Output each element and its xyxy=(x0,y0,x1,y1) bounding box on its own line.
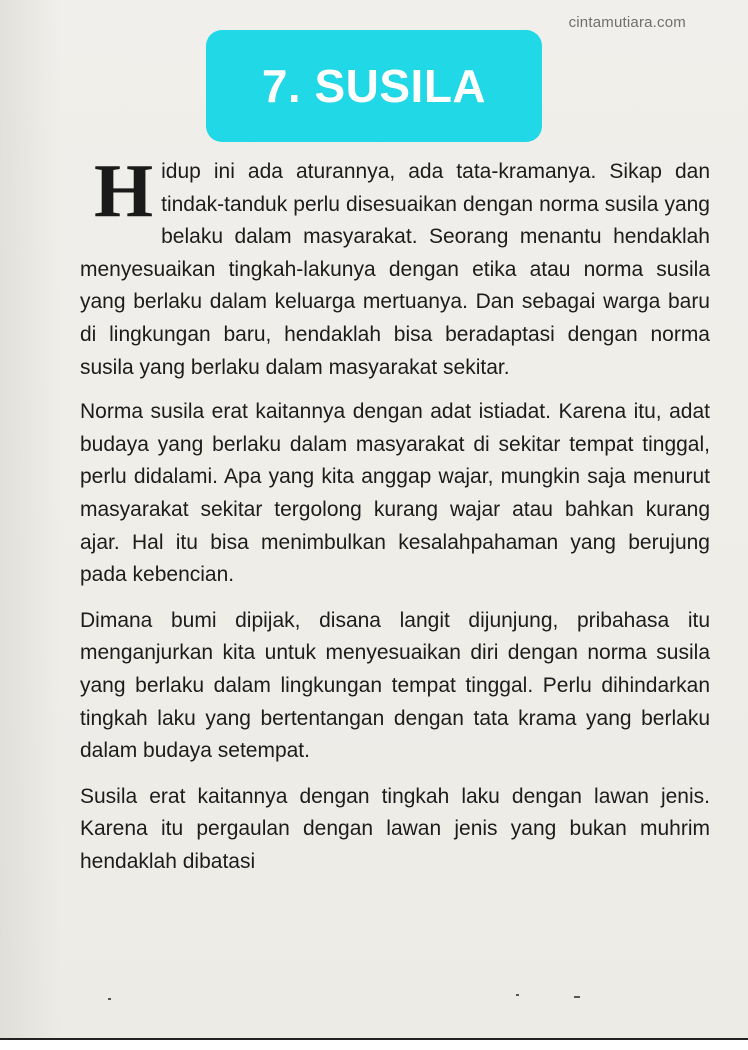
article-body xyxy=(80,149,710,891)
paragraph-2: Norma susila erat kaitannya dengan adat istiadat. Karena itu, adat budaya yang berlaku dalam masyarakat di sekitar tempat tinggal, perlu didalami. Apa yang kita anggap wajar, mungkin saja menurut masyarakat sekitar tergolong kurang wajar atau bahkan kurang ajar. Hal itu bisa menimbulkan kesalahpahaman yang berujung pada kebencian. xyxy=(80,400,710,587)
bottom-edge xyxy=(0,1038,748,1050)
print-speck xyxy=(516,994,519,996)
drop-cap: H xyxy=(94,149,154,233)
page-fold-shadow xyxy=(0,0,60,1040)
paragraph-1-text: idup ini ada aturannya, ada tata-kramanya. Sikap dan tindak-tanduk perlu disesuaikan dengan norma susila yang belaku dalam masyarakat. Seorang menantu hendaklah menyesuaikan tingkah-lakunya dengan etika atau norma susila yang berlaku dalam keluarga mertuanya. Dan sebagai warga baru di lingkungan baru, hendaklah bisa beradaptasi dengan norma susila yang berlaku dalam masyarakat sekitar. xyxy=(80,160,710,379)
title-banner xyxy=(206,30,542,142)
print-speck xyxy=(574,996,580,998)
paragraph-3: Dimana bumi dipijak, disana langit dijunjung, pribahasa itu menganjurkan kita untuk menyesuaikan diri dengan norma susila yang berlaku dalam lingkungan tempat tinggal. Perlu dihindarkan tingkah laku yang bertentangan dengan tata krama yang berlaku dalam budaya setempat. xyxy=(80,608,710,763)
watermark: cintamutiara.com xyxy=(568,14,686,31)
paragraph-4: Susila erat kaitannya dengan tingkah laku dengan lawan jenis. Karena itu pergaulan dengan lawan jenis yang bukan muhrim hendaklah dibatasi xyxy=(80,784,710,873)
paragraph-1 xyxy=(80,149,710,384)
print-speck xyxy=(108,998,111,1000)
page-title: 7. SUSILA xyxy=(261,60,487,112)
